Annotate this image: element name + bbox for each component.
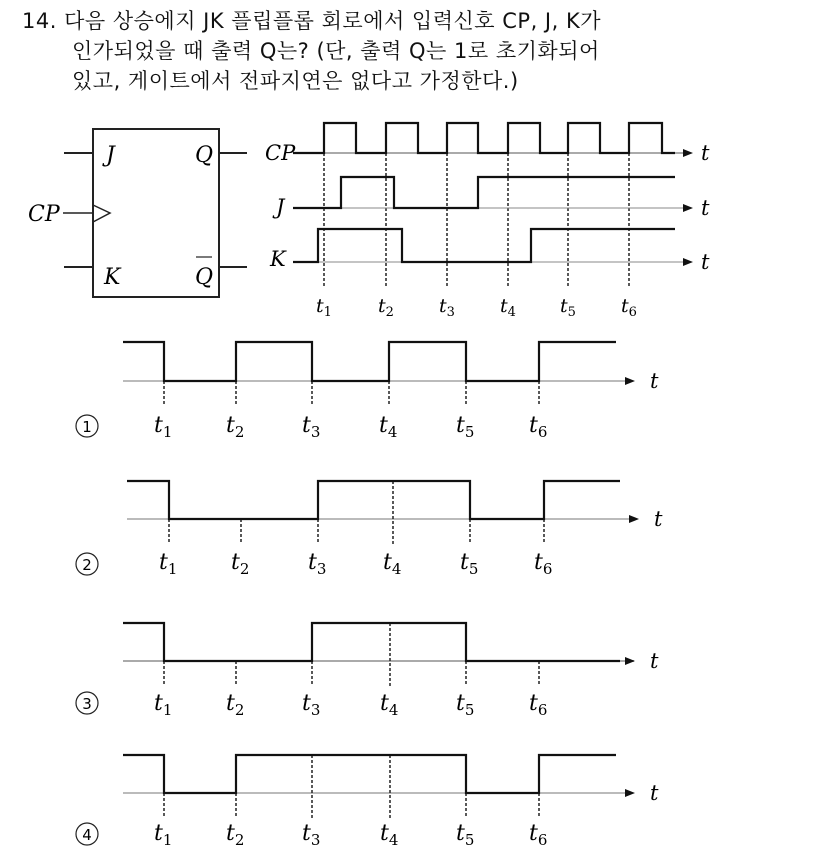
option-2-axis-label: t	[654, 507, 663, 531]
svg-text:t3: $t_3$	[302, 691, 321, 719]
svg-text:t5: $t_5$	[460, 550, 479, 578]
cp-input-label: CP	[28, 202, 60, 227]
time-label-t4: $t_4$	[500, 295, 516, 320]
k-input-label: K	[104, 265, 121, 290]
cp-waveform	[293, 123, 675, 153]
svg-text:1: 1	[82, 418, 92, 436]
time-label-t1: $t_1$	[316, 295, 332, 320]
time-label-t5: $t_5$	[560, 295, 576, 320]
option-1-axis-label: t	[650, 369, 659, 393]
option-3-q-waveform	[123, 623, 620, 661]
j-signal-label: J	[276, 195, 285, 219]
option-2-q-waveform	[127, 481, 620, 519]
axis-label-j: t	[701, 196, 710, 220]
svg-text:t4: $t_4$	[379, 413, 398, 441]
question-line-3: 있고, 게이트에서 전파지연은 없다고 가정한다.)	[72, 69, 519, 93]
svg-text:t4: $t_4$	[383, 550, 402, 578]
svg-text:t6: $t_6$	[534, 550, 553, 578]
svg-text:t1: $t_1$	[159, 550, 178, 578]
j-input-label: J	[106, 143, 115, 168]
option-4[interactable]	[76, 755, 659, 849]
question-line-1: 14. 다음 상승에지 JK 플립플롭 회로에서 입력신호 CP, J, K가	[22, 9, 602, 33]
svg-text:4: 4	[82, 826, 92, 844]
axis-label-k: t	[701, 250, 710, 274]
svg-text:t4: $t_4$	[380, 821, 399, 849]
k-signal-label: K	[270, 247, 286, 271]
svg-text:t6: $t_6$	[529, 691, 548, 719]
svg-text:t3: $t_3$	[302, 821, 321, 849]
option-3[interactable]	[76, 623, 659, 719]
svg-text:t6: $t_6$	[529, 821, 548, 849]
k-waveform	[293, 229, 675, 262]
svg-text:t5: $t_5$	[456, 821, 475, 849]
svg-text:t5: $t_5$	[456, 413, 475, 441]
option-1-q-waveform	[123, 342, 616, 381]
q-bar-output-label: Q	[195, 265, 214, 290]
svg-text:3: 3	[82, 695, 92, 713]
option-3-axis-label: t	[650, 649, 659, 673]
question-number: 14.	[22, 9, 57, 33]
svg-text:t2: $t_2$	[226, 691, 245, 719]
option-4-axis-label: t	[650, 781, 659, 805]
time-label-t2: $t_2$	[378, 295, 394, 320]
clock-triangle-icon	[93, 205, 110, 222]
svg-text:t3: $t_3$	[308, 550, 327, 578]
svg-text:t6: $t_6$	[529, 413, 548, 441]
svg-text:t1: $t_1$	[154, 413, 173, 441]
option-4-q-waveform	[123, 755, 616, 793]
svg-text:t5: $t_5$	[456, 691, 475, 719]
option-2[interactable]	[76, 481, 663, 578]
svg-text:t2: $t_2$	[226, 413, 245, 441]
svg-text:t2: $t_2$	[231, 550, 250, 578]
jk-flipflop-symbol	[28, 129, 247, 297]
svg-text:t4: $t_4$	[380, 691, 399, 719]
svg-text:t3: $t_3$	[302, 413, 321, 441]
option-1[interactable]	[76, 342, 659, 441]
j-waveform	[293, 177, 675, 208]
svg-text:2: 2	[82, 556, 92, 574]
axis-label-cp: t	[701, 141, 710, 165]
time-label-t3: $t_3$	[439, 295, 455, 320]
input-timing-diagram	[265, 123, 710, 320]
svg-text:t2: $t_2$	[226, 821, 245, 849]
q-output-label: Q	[195, 143, 214, 168]
question-line-2: 인가되었을 때 출력 Q는? (단, 출력 Q는 1로 초기화되어	[72, 39, 600, 63]
svg-text:t1: $t_1$	[154, 821, 173, 849]
svg-text:t1: $t_1$	[154, 691, 173, 719]
time-label-t6: $t_6$	[621, 295, 637, 320]
cp-signal-label: CP	[265, 141, 296, 165]
